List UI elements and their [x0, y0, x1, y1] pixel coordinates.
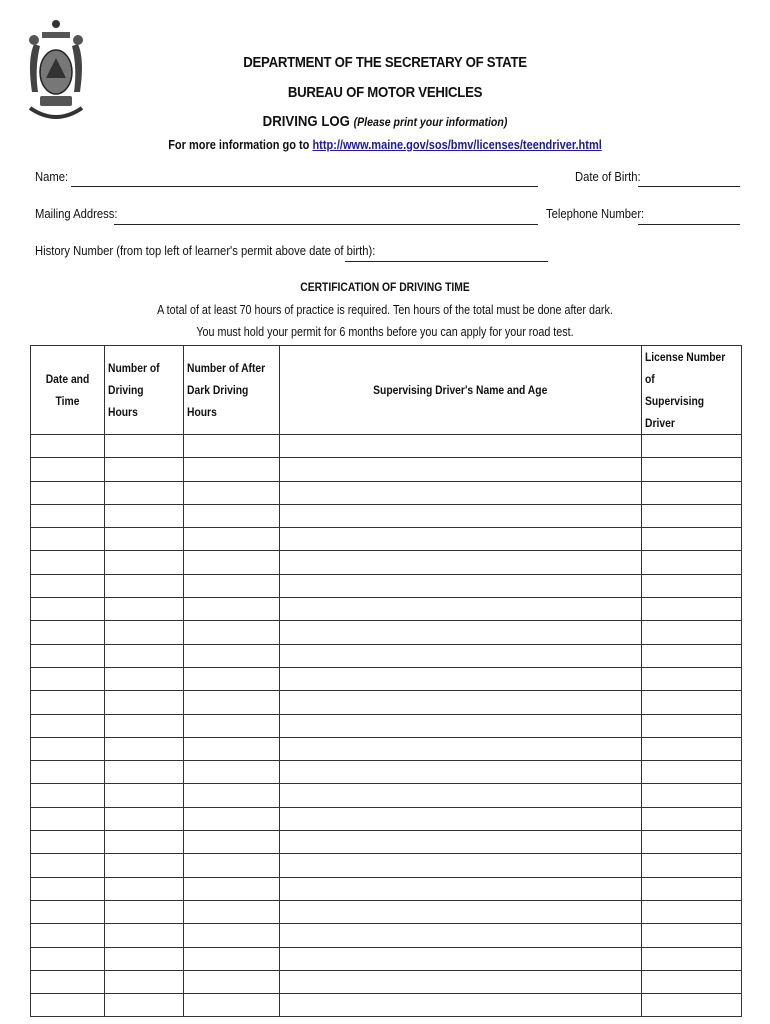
supervising-driver-cell[interactable] [280, 504, 642, 527]
after-dark-hours-cell[interactable] [184, 458, 280, 481]
driving-hours-cell[interactable] [105, 691, 184, 714]
table-row [31, 598, 742, 621]
table-row [31, 551, 742, 574]
log-rows [31, 435, 742, 1017]
driving-hours-cell[interactable] [105, 481, 184, 504]
header-license-line2: Supervising Driver [645, 394, 705, 430]
table-row [31, 667, 742, 690]
after-dark-hours-cell[interactable] [184, 854, 280, 877]
supervising-driver-cell[interactable] [280, 667, 642, 690]
license-number-cell[interactable] [642, 737, 742, 760]
after-dark-hours-cell[interactable] [184, 691, 280, 714]
supervising-driver-cell[interactable] [280, 435, 642, 458]
supervising-driver-cell[interactable] [280, 481, 642, 504]
table-row [31, 621, 742, 644]
header-date-time-text: Date and Time [45, 372, 90, 408]
after-dark-hours-cell[interactable] [184, 551, 280, 574]
date-time-cell[interactable] [31, 504, 105, 527]
license-number-cell[interactable] [642, 714, 742, 737]
date-time-cell[interactable] [31, 737, 105, 760]
after-dark-hours-cell[interactable] [184, 667, 280, 690]
date-time-cell[interactable] [31, 970, 105, 993]
header-supervising-driver-text: Supervising Driver's Name and Age [373, 383, 548, 397]
header-driving-hours [105, 346, 184, 435]
supervising-driver-cell[interactable] [280, 598, 642, 621]
mailing-address-label: Mailing Address: [35, 207, 118, 221]
date-time-cell[interactable] [31, 761, 105, 784]
license-number-cell[interactable] [642, 458, 742, 481]
license-number-cell[interactable] [642, 481, 742, 504]
header-license-number [642, 346, 742, 435]
driving-hours-cell[interactable] [105, 877, 184, 900]
table-header-row [31, 346, 742, 435]
bureau-heading: BUREAU OF MOTOR VEHICLES [287, 84, 483, 101]
table-row [31, 831, 742, 854]
department-heading: DEPARTMENT OF THE SECRETARY OF STATE [243, 54, 527, 71]
dob-label: Date of Birth: [575, 170, 641, 184]
license-number-cell[interactable] [642, 598, 742, 621]
table-row [31, 481, 742, 504]
header-supervising-driver [280, 346, 642, 435]
license-number-cell[interactable] [642, 854, 742, 877]
table-row [31, 784, 742, 807]
after-dark-hours-cell[interactable] [184, 994, 280, 1017]
license-number-cell[interactable] [642, 900, 742, 923]
driving-hours-cell[interactable] [105, 528, 184, 551]
date-time-cell[interactable] [31, 435, 105, 458]
certification-line-1: A total of at least 70 hours of practice is required. Ten hours of the total must be done after dark. [157, 303, 613, 317]
after-dark-hours-cell[interactable] [184, 877, 280, 900]
table-row [31, 691, 742, 714]
supervising-driver-cell[interactable] [280, 784, 642, 807]
table-row [31, 644, 742, 667]
date-time-cell[interactable] [31, 551, 105, 574]
date-time-cell[interactable] [31, 900, 105, 923]
license-number-cell[interactable] [642, 667, 742, 690]
driving-hours-cell[interactable] [105, 737, 184, 760]
table-row [31, 854, 742, 877]
date-time-cell[interactable] [31, 831, 105, 854]
license-number-cell[interactable] [642, 504, 742, 527]
table-row [31, 970, 742, 993]
date-time-cell[interactable] [31, 574, 105, 597]
header-after-dark-line1: Number of After [187, 361, 266, 375]
after-dark-hours-cell[interactable] [184, 807, 280, 830]
driving-hours-cell[interactable] [105, 644, 184, 667]
after-dark-hours-cell[interactable] [184, 481, 280, 504]
table-row [31, 737, 742, 760]
date-time-cell[interactable] [31, 458, 105, 481]
after-dark-hours-cell[interactable] [184, 784, 280, 807]
driving-hours-cell[interactable] [105, 947, 184, 970]
date-time-cell[interactable] [31, 854, 105, 877]
date-time-cell[interactable] [31, 947, 105, 970]
license-number-cell[interactable] [642, 435, 742, 458]
table-row [31, 574, 742, 597]
supervising-driver-cell[interactable] [280, 737, 642, 760]
supervising-driver-cell[interactable] [280, 458, 642, 481]
driving-hours-cell[interactable] [105, 784, 184, 807]
table-row [31, 504, 742, 527]
table-row [31, 877, 742, 900]
license-number-cell[interactable] [642, 970, 742, 993]
driving-hours-cell[interactable] [105, 714, 184, 737]
driving-hours-cell[interactable] [105, 900, 184, 923]
after-dark-hours-cell[interactable] [184, 574, 280, 597]
driving-hours-cell[interactable] [105, 621, 184, 644]
table-row [31, 528, 742, 551]
table-row [31, 761, 742, 784]
info-prefix: For more information go to [168, 138, 310, 152]
after-dark-hours-cell[interactable] [184, 644, 280, 667]
mailing-address-field[interactable] [114, 224, 538, 225]
table-row [31, 458, 742, 481]
date-time-cell[interactable] [31, 691, 105, 714]
license-number-cell[interactable] [642, 831, 742, 854]
driving-hours-cell[interactable] [105, 854, 184, 877]
supervising-driver-cell[interactable] [280, 807, 642, 830]
table-row [31, 994, 742, 1017]
date-time-cell[interactable] [31, 877, 105, 900]
after-dark-hours-cell[interactable] [184, 598, 280, 621]
driving-hours-cell[interactable] [105, 807, 184, 830]
header-after-dark-hours [184, 346, 280, 435]
driving-hours-cell[interactable] [105, 458, 184, 481]
license-number-cell[interactable] [642, 691, 742, 714]
license-number-cell[interactable] [642, 528, 742, 551]
header-date-time [31, 346, 105, 435]
certification-line-2: You must hold your permit for 6 months before you can apply for your road test. [196, 325, 574, 339]
license-number-cell[interactable] [642, 621, 742, 644]
history-number-field[interactable] [345, 261, 548, 262]
header-after-dark-line2: Dark Driving Hours [187, 383, 249, 419]
license-number-cell[interactable] [642, 784, 742, 807]
driving-hours-cell[interactable] [105, 551, 184, 574]
date-time-cell[interactable] [31, 598, 105, 621]
date-time-cell[interactable] [31, 807, 105, 830]
supervising-driver-cell[interactable] [280, 994, 642, 1017]
supervising-driver-cell[interactable] [280, 574, 642, 597]
name-label: Name: [35, 170, 69, 184]
date-time-cell[interactable] [31, 667, 105, 690]
header-driving-hours-line1: Number of [108, 361, 160, 375]
table-row [31, 435, 742, 458]
driving-hours-cell[interactable] [105, 574, 184, 597]
supervising-driver-cell[interactable] [280, 947, 642, 970]
table-row [31, 924, 742, 947]
date-time-cell[interactable] [31, 528, 105, 551]
driving-hours-cell[interactable] [105, 994, 184, 1017]
license-number-cell[interactable] [642, 574, 742, 597]
after-dark-hours-cell[interactable] [184, 504, 280, 527]
supervising-driver-cell[interactable] [280, 528, 642, 551]
supervising-driver-cell[interactable] [280, 854, 642, 877]
driving-hours-cell[interactable] [105, 435, 184, 458]
supervising-driver-cell[interactable] [280, 761, 642, 784]
license-number-cell[interactable] [642, 807, 742, 830]
supervising-driver-cell[interactable] [280, 551, 642, 574]
after-dark-hours-cell[interactable] [184, 528, 280, 551]
license-number-cell[interactable] [642, 551, 742, 574]
license-number-cell[interactable] [642, 877, 742, 900]
license-number-cell[interactable] [642, 761, 742, 784]
driving-hours-cell[interactable] [105, 761, 184, 784]
name-field[interactable] [71, 186, 538, 187]
table-row [31, 900, 742, 923]
driving-hours-cell[interactable] [105, 504, 184, 527]
after-dark-hours-cell[interactable] [184, 900, 280, 923]
license-number-cell[interactable] [642, 644, 742, 667]
date-time-cell[interactable] [31, 784, 105, 807]
history-number-label: History Number (from top left of learner's permit above date of birth): [35, 244, 376, 258]
driving-hours-cell[interactable] [105, 970, 184, 993]
date-time-cell[interactable] [31, 621, 105, 644]
dob-field[interactable] [638, 186, 740, 187]
supervising-driver-cell[interactable] [280, 644, 642, 667]
supervising-driver-cell[interactable] [280, 924, 642, 947]
driving-hours-cell[interactable] [105, 598, 184, 621]
header-driving-hours-line2: Driving Hours [108, 383, 144, 419]
date-time-cell[interactable] [31, 714, 105, 737]
supervising-driver-cell[interactable] [280, 691, 642, 714]
form-title-text: DRIVING LOG [262, 113, 350, 130]
table-row [31, 714, 742, 737]
driving-log-table [30, 345, 742, 1017]
date-time-cell[interactable] [31, 644, 105, 667]
after-dark-hours-cell[interactable] [184, 947, 280, 970]
driving-hours-cell[interactable] [105, 667, 184, 690]
license-number-cell[interactable] [642, 924, 742, 947]
table-row [31, 807, 742, 830]
info-line [46, 138, 724, 152]
supervising-driver-cell[interactable] [280, 900, 642, 923]
telephone-field[interactable] [638, 224, 740, 225]
supervising-driver-cell[interactable] [280, 621, 642, 644]
supervising-driver-cell[interactable] [280, 714, 642, 737]
after-dark-hours-cell[interactable] [184, 714, 280, 737]
after-dark-hours-cell[interactable] [184, 435, 280, 458]
form-subtitle: (Please print your information) [353, 115, 508, 129]
after-dark-hours-cell[interactable] [184, 924, 280, 947]
after-dark-hours-cell[interactable] [184, 761, 280, 784]
driving-hours-cell[interactable] [105, 924, 184, 947]
after-dark-hours-cell[interactable] [184, 831, 280, 854]
license-number-cell[interactable] [642, 947, 742, 970]
teen-driver-link[interactable]: http://www.maine.gov/sos/bmv/licenses/teendriver.html [312, 138, 602, 152]
header-license-line1: License Number of [645, 350, 726, 386]
certification-title: CERTIFICATION OF DRIVING TIME [300, 280, 470, 294]
form-title [46, 113, 724, 130]
license-number-cell[interactable] [642, 994, 742, 1017]
after-dark-hours-cell[interactable] [184, 621, 280, 644]
table-row [31, 947, 742, 970]
date-time-cell[interactable] [31, 994, 105, 1017]
date-time-cell[interactable] [31, 481, 105, 504]
after-dark-hours-cell[interactable] [184, 970, 280, 993]
driving-hours-cell[interactable] [105, 831, 184, 854]
date-time-cell[interactable] [31, 924, 105, 947]
telephone-label: Telephone Number: [546, 207, 645, 221]
supervising-driver-cell[interactable] [280, 831, 642, 854]
after-dark-hours-cell[interactable] [184, 737, 280, 760]
supervising-driver-cell[interactable] [280, 970, 642, 993]
supervising-driver-cell[interactable] [280, 877, 642, 900]
